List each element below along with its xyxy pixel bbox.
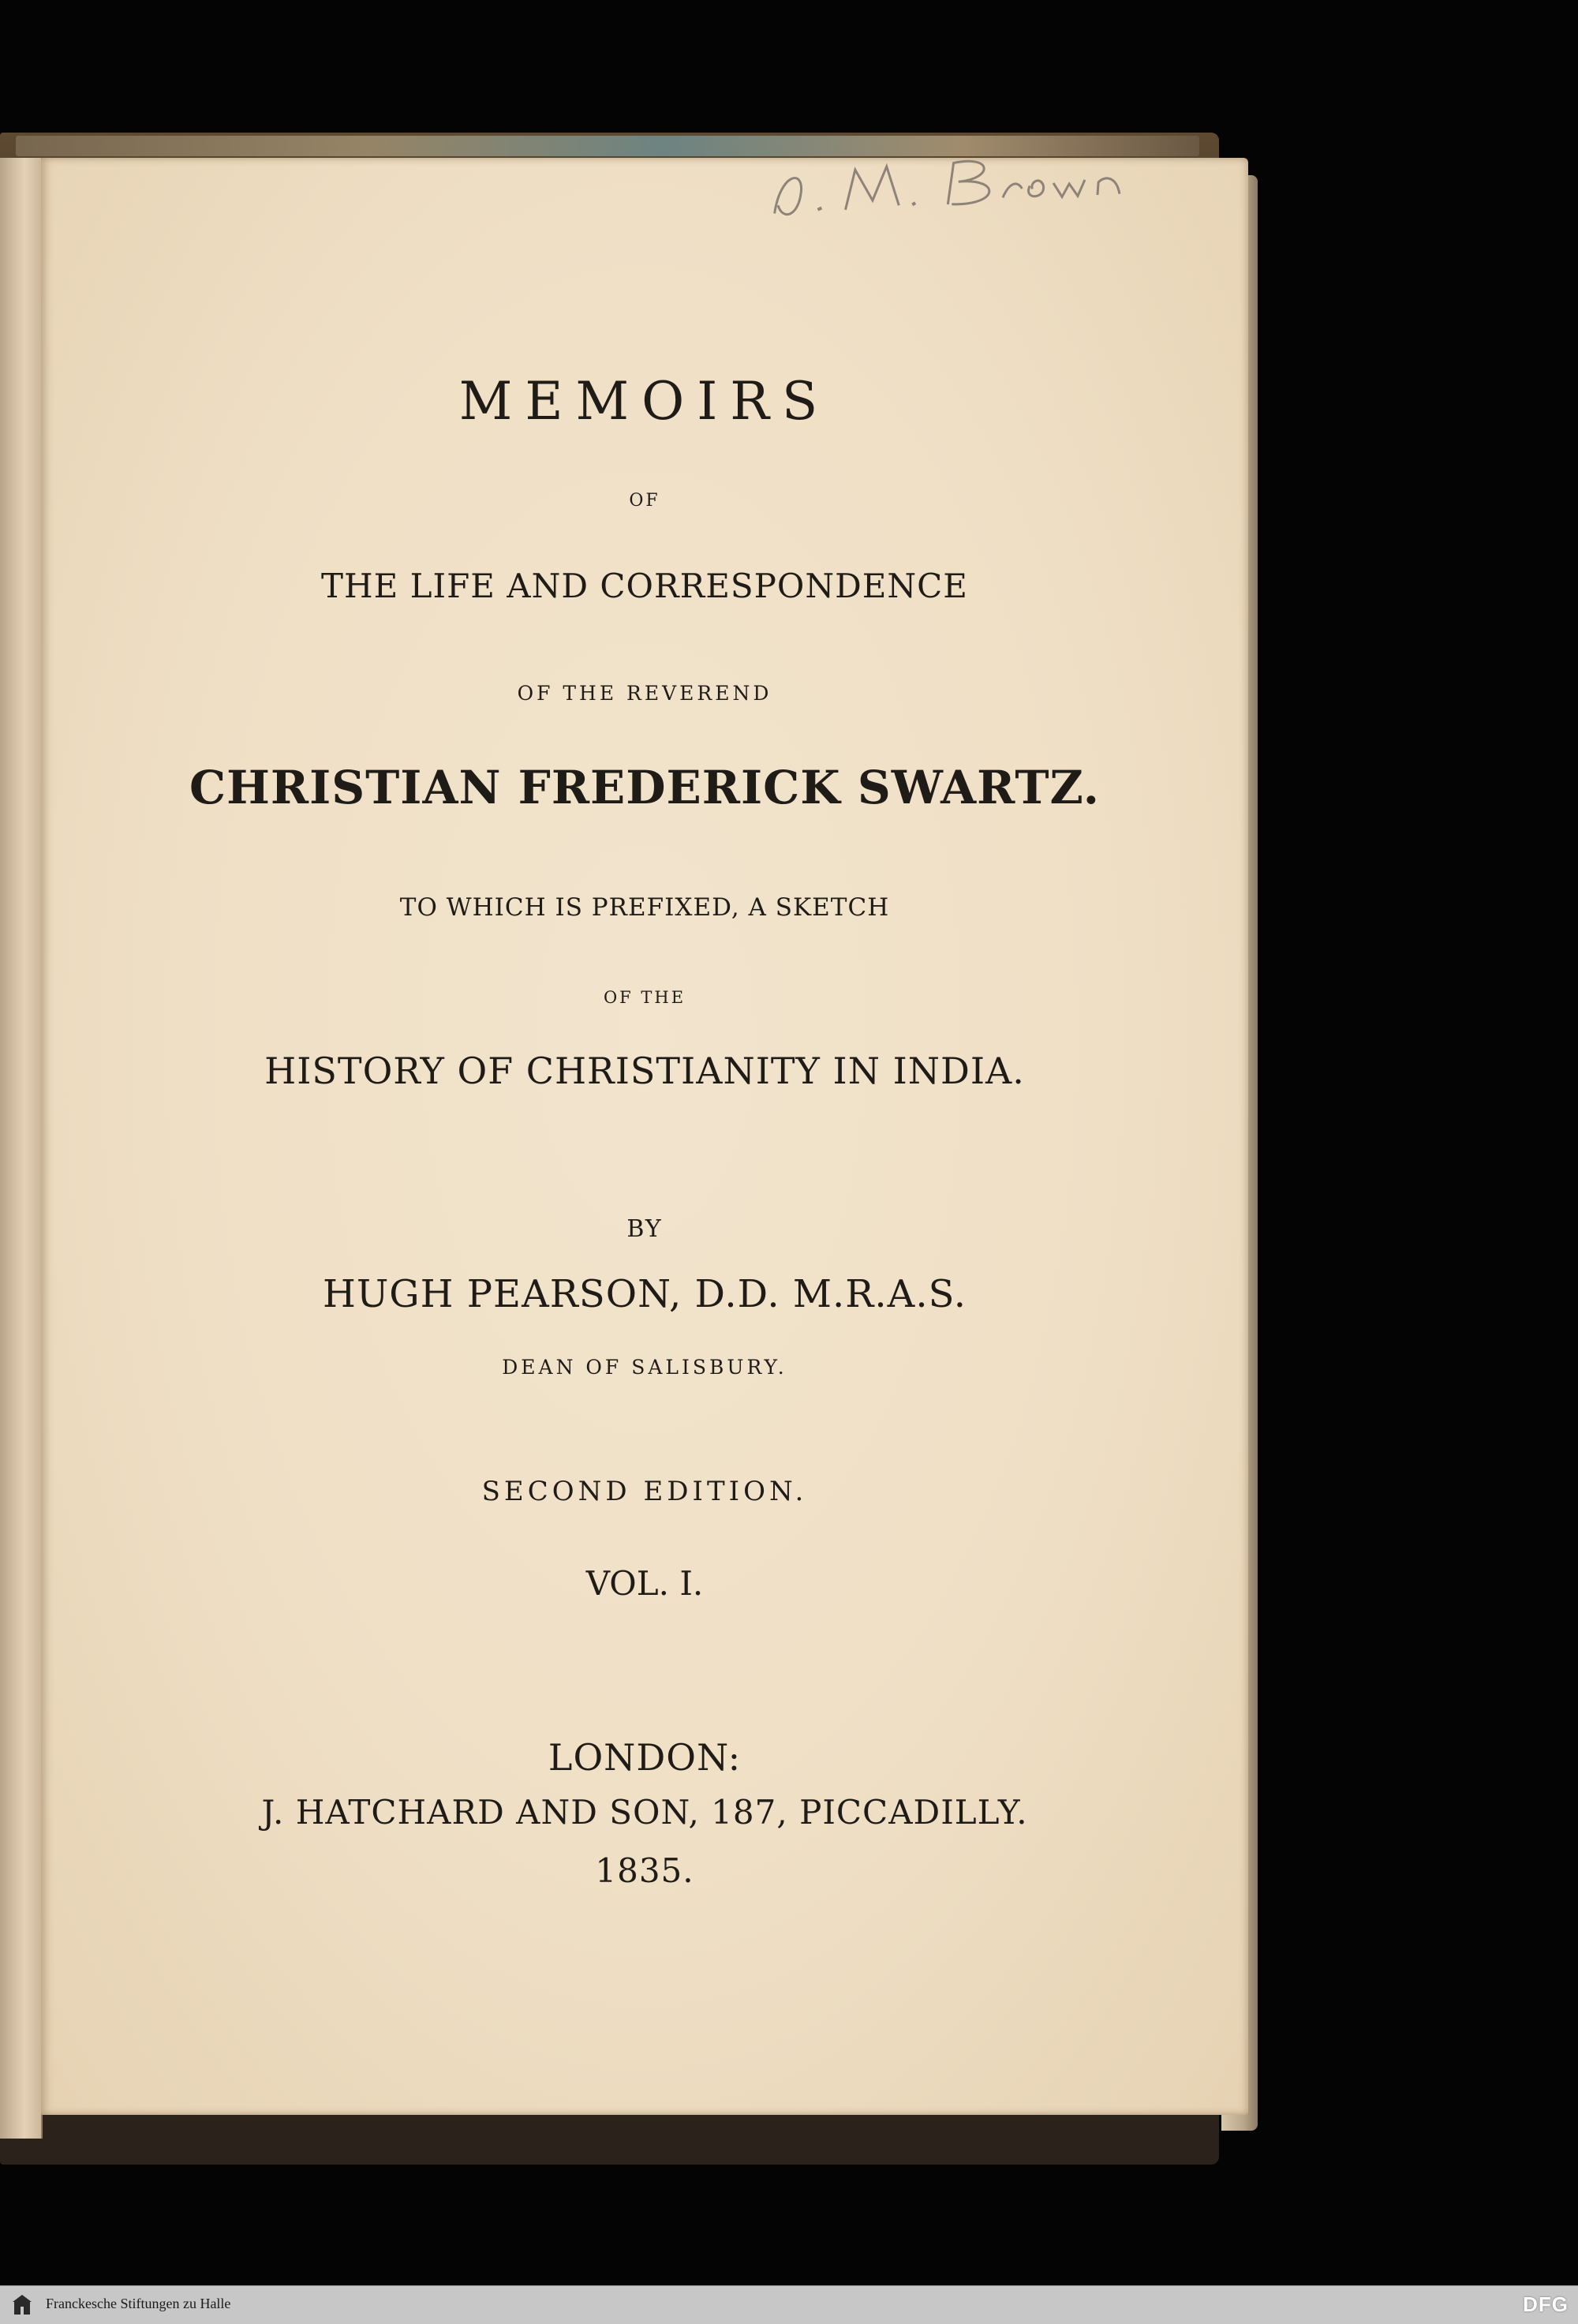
dfg-logo[interactable]: DFG — [1523, 2292, 1569, 2316]
author-name: HUGH PEARSON, D.D. M.R.A.S. — [322, 1272, 967, 1316]
facing-page-edge — [0, 158, 43, 2139]
viewer-footer-bar — [0, 2285, 1578, 2324]
imprint-publisher: J. HATCHARD AND SON, 187, PICCADILLY. — [261, 1793, 1028, 1832]
author-title: DEAN OF SALISBURY. — [502, 1356, 787, 1379]
imprint-year: 1835. — [595, 1851, 694, 1890]
title-of: OF — [629, 491, 660, 511]
of-the-reverend: OF THE REVEREND — [517, 682, 772, 705]
edition: SECOND EDITION. — [481, 1476, 808, 1507]
institution-link[interactable]: Franckesche Stiftungen zu Halle — [46, 2296, 231, 2311]
by-line: BY — [626, 1215, 663, 1243]
history-line: HISTORY OF CHRISTIANITY IN INDIA. — [264, 1050, 1025, 1092]
of-the: OF THE — [603, 988, 686, 1007]
institution-logo-icon[interactable] — [6, 2291, 38, 2319]
building-icon — [9, 2292, 35, 2318]
volume: VOL. I. — [585, 1564, 704, 1603]
imprint-place: LONDON: — [548, 1736, 742, 1779]
title: MEMOIRS — [458, 371, 831, 432]
subject-name: CHRISTIAN FREDERICK SWARTZ. — [189, 761, 1101, 814]
subtitle: THE LIFE AND CORRESPONDENCE — [321, 567, 968, 605]
prefixed-line: TO WHICH IS PREFIXED, A SKETCH — [399, 893, 890, 922]
